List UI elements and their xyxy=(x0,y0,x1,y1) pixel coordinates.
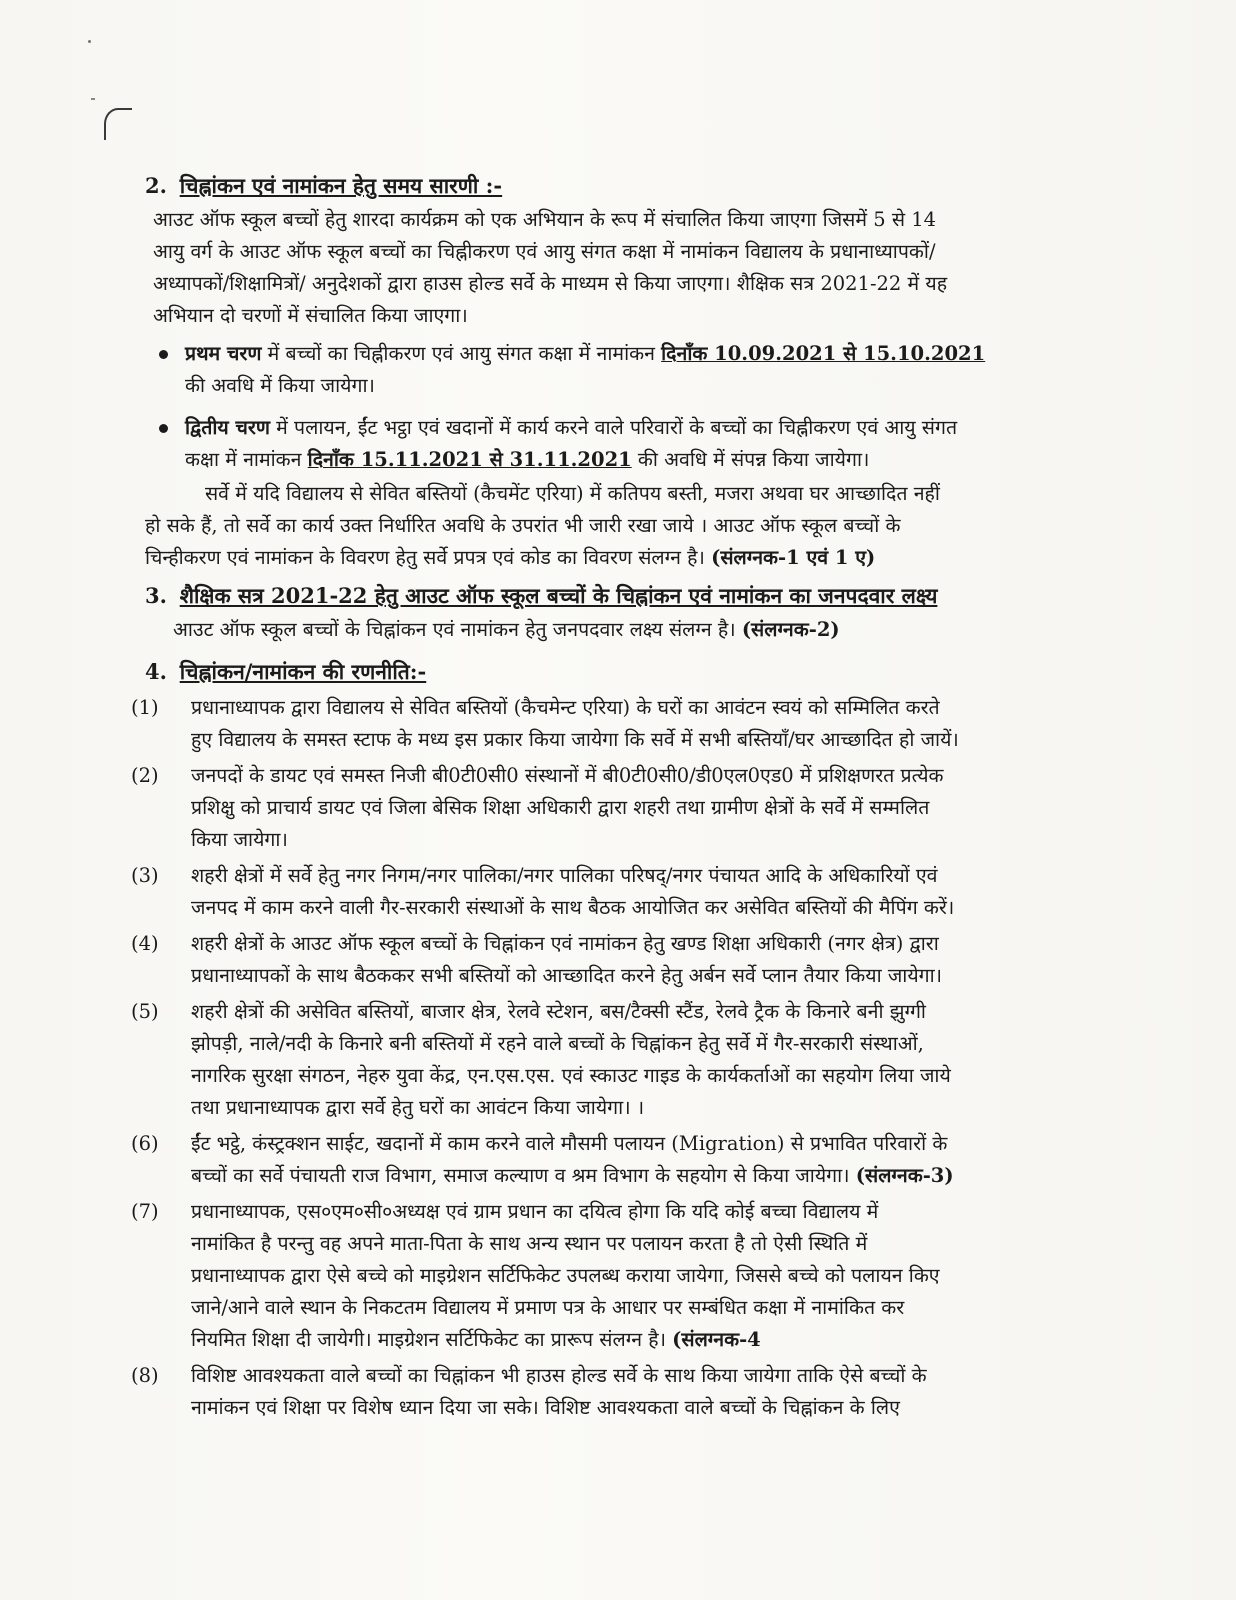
list-item xyxy=(131,860,1075,924)
list-item xyxy=(131,760,1075,856)
item-number: (6) xyxy=(131,1132,159,1155)
item-line: जनपद में काम करने वाली गैर-सरकारी संस्थाओं के साथ बैठक आयोजित कर असेवित बस्तियों की मैपिंग करें। xyxy=(191,896,955,919)
section-heading xyxy=(145,168,1075,204)
document-body xyxy=(131,168,1075,1424)
paragraph-line: अभियान दो चरणों में संचालित किया जाएगा। xyxy=(153,304,468,327)
item-line: प्रधानाध्यापक, एस०एम०सी०अध्यक्ष एवं ग्राम प्रधान का दयित्व होगा कि यदि कोई बच्चा विद्यालय में xyxy=(191,1200,879,1223)
paragraph-line: अध्यापकों/शिक्षामित्रों/ अनुदेशकों द्वारा हाउस होल्ड सर्वे के माध्यम से किया जाएगा। शैक्षिक सत्र 2021-22 में यह xyxy=(153,272,948,295)
paragraph-line: आउट ऑफ स्कूल बच्चों हेतु शारदा कार्यक्रम को एक अभियान के रूप में संचालित किया जाएगा जिसमें 5 से 14 xyxy=(153,208,937,231)
item-number: (5) xyxy=(131,1000,159,1023)
item-line: प्रधानाध्यापक द्वारा ऐसे बच्चे को माइग्रेशन सर्टिफिकेट उपलब्ध कराया जायेगा, जिससे बच्चे को पलायन किए xyxy=(191,1264,940,1287)
bullet-dot xyxy=(159,350,168,359)
section-heading xyxy=(145,578,1075,614)
item-line: नामांकन एवं शिक्षा पर विशेष ध्यान दिया जा सके। विशिष्ट आवश्यकता वाले बच्चों के चिह्नांकन के लिए xyxy=(191,1396,900,1419)
bullet-text: की अवधि में संपन्न किया जायेगा। xyxy=(631,448,870,471)
paragraph-line: हो सके हैं, तो सर्वे का कार्य उक्त निर्धारित अवधि के उपरांत भी जारी रखा जाये । आउट ऑफ स्कूल बच्चों के xyxy=(145,514,901,537)
section-title: चिह्नांकन/नामांकन की रणनीति:- xyxy=(179,659,427,684)
section-paragraph xyxy=(145,204,1075,332)
item-line: शहरी क्षेत्रों में सर्वे हेतु नगर निगम/नगर पालिका/नगर पालिका परिषद्/नगर पंचायत आदि के अधिकारियों एवं xyxy=(191,864,938,887)
list-item xyxy=(131,1128,1075,1192)
item-number: (7) xyxy=(131,1200,159,1223)
bullet-text: की अवधि में किया जायेगा। xyxy=(185,374,375,397)
paragraph-line xyxy=(145,542,1075,574)
item-line: जाने/आने वाले स्थान के निकटतम विद्यालय में प्रमाण पत्र के आधार पर सम्बंधित कक्षा में नामांकित कर xyxy=(191,1296,905,1319)
item-line: विशिष्ट आवश्यकता वाले बच्चों का चिह्नांकन भी हाउस होल्ड सर्वे के साथ किया जायेगा ताकि ऐसे बच्चों के xyxy=(191,1364,927,1387)
section-title: शैक्षिक सत्र 2021-22 हेतु आउट ऑफ स्कूल बच्चों के चिह्नांकन एवं नामांकन का जनपदवार लक्ष्य xyxy=(179,583,938,608)
bullet-item-continued xyxy=(145,444,1075,476)
scan-speck xyxy=(91,98,95,100)
list-item xyxy=(131,1196,1075,1356)
annexure-ref: (संलग्नक-4 xyxy=(672,1328,761,1351)
paragraph-text: आउट ऑफ स्कूल बच्चों के चिह्नांकन एवं नामांकन हेतु जनपदवार लक्ष्य संलग्न है। xyxy=(173,618,742,641)
paragraph-line xyxy=(145,614,1075,646)
item-line: शहरी क्षेत्रों के आउट ऑफ स्कूल बच्चों के चिह्नांकन एवं नामांकन हेतु खण्ड शिक्षा अधिकारी (नगर क्षेत्र) द्वारा xyxy=(191,932,939,955)
item-line: किया जायेगा। xyxy=(191,828,288,851)
bullet-item xyxy=(145,412,1075,444)
item-number: (8) xyxy=(131,1364,159,1387)
item-line: जनपदों के डायट एवं समस्त निजी बी0टी0सी0 संस्थानों में बी0टी0सी0/डी0एल0एड0 में प्रशिक्षणरत प्रत्येक xyxy=(191,764,944,787)
bullet-dot xyxy=(159,424,168,433)
section-paragraph xyxy=(145,478,1075,542)
section-number: 2. xyxy=(145,173,167,198)
bullet-text: कक्षा में नामांकन xyxy=(185,448,308,471)
list-item xyxy=(131,996,1075,1124)
bullet-lead: द्वितीय चरण xyxy=(185,416,270,439)
item-line: तथा प्रधानाध्यापक द्वारा सर्वे हेतु घरों का आवंटन किया जायेगा। । xyxy=(191,1096,645,1119)
punch-hole-mark xyxy=(104,108,132,140)
item-line: प्रधानाध्यापक द्वारा विद्यालय से सेवित बस्तियों (कैचमेन्ट एरिया) के घरों का आवंटन स्वयं को सम्मिलित करते xyxy=(191,696,940,719)
paragraph-line: आयु वर्ग के आउट ऑफ स्कूल बच्चों का चिह्नीकरण एवं आयु संगत कक्षा में नामांकन विद्यालय के प्रधानाध्यापकों/ xyxy=(153,240,936,263)
bullet-item xyxy=(145,338,1075,370)
annexure-ref: (संलग्नक-2) xyxy=(741,618,840,641)
paragraph-text: चिन्हीकरण एवं नामांकन के विवरण हेतु सर्वे प्रपत्र एवं कोड का विवरण संलग्न है। xyxy=(145,546,712,569)
strategy-list xyxy=(131,692,1075,1424)
item-line xyxy=(191,1324,1075,1356)
item-line: हुए विद्यालय के समस्त स्टाफ के मध्य इस प्रकार किया जायेगा कि सर्वे में सभी बस्तियाँ/घर आच्छादित हो जायें। xyxy=(191,728,959,751)
paragraph-line: सर्वे में यदि विद्यालय से सेवित बस्तियों (कैचमेंट एरिया) में कतिपय बस्ती, मजरा अथवा घर आच्छादित नहीं xyxy=(205,482,940,505)
item-line: झोपड़ी, नाले/नदी के किनारे बनी बस्तियों में रहने वाले बच्चों के चिह्नांकन हेतु सर्वे में गैर-सरकारी संस्थाओं, xyxy=(191,1032,924,1055)
item-line xyxy=(191,1160,1075,1192)
item-line: नागरिक सुरक्षा संगठन, नेहरु युवा केंद्र, एन.एस.एस. एवं स्काउट गाइड के कार्यकर्ताओं का सहयोग लिया जाये xyxy=(191,1064,951,1087)
bullet-lead: प्रथम चरण xyxy=(185,342,262,365)
item-number: (1) xyxy=(131,696,159,719)
annexure-ref: (संलग्नक-3) xyxy=(855,1164,954,1187)
annexure-ref: (संलग्नक-1 एवं 1 ए) xyxy=(711,546,876,569)
list-item xyxy=(131,1360,1075,1424)
list-item xyxy=(131,928,1075,992)
bullet-text: में पलायन, ईंट भट्ठा एवं खदानों में कार्य करने वाले परिवारों के बच्चों का चिह्नीकरण एवं आयु संगत xyxy=(269,416,958,439)
section-number: 3. xyxy=(145,583,167,608)
item-text: नियमित शिक्षा दी जायेगी। माइग्रेशन सर्टिफिकेट का प्रारूप संलग्न है। xyxy=(191,1328,673,1351)
item-line: शहरी क्षेत्रों की असेवित बस्तियों, बाजार क्षेत्र, रेलवे स्टेशन, बस/टैक्सी स्टैंड, रेलवे ट्रैक के किनारे बनी झुग्गी xyxy=(191,1000,926,1023)
section-number: 4. xyxy=(145,659,167,684)
list-item xyxy=(131,692,1075,756)
scan-speck xyxy=(88,40,91,43)
item-line: प्रशिक्षु को प्राचार्य डायट एवं जिला बेसिक शिक्षा अधिकारी द्वारा शहरी तथा ग्रामीण क्षेत्रों के सर्वे में सम्मलित xyxy=(191,796,930,819)
item-line: ईंट भट्ठे, कंस्ट्रक्शन साईट, खदानों में काम करने वाले मौसमी पलायन (Migration) से प्रभावित परिवारों के xyxy=(191,1132,948,1155)
item-line: प्रधानाध्यापकों के साथ बैठककर सभी बस्तियों को आच्छादित करने हेतु अर्बन सर्वे प्लान तैयार किया जायेगा। xyxy=(191,964,943,987)
bullet-item-continued xyxy=(145,370,1075,402)
item-number: (3) xyxy=(131,864,159,887)
section-heading xyxy=(145,654,1075,690)
bullet-date: दिनाँक 15.11.2021 से 31.11.2021 xyxy=(307,448,632,471)
bullet-date: दिनाँक 10.09.2021 से 15.10.2021 xyxy=(661,342,986,365)
section-title: चिह्नांकन एवं नामांकन हेतु समय सारणी :- xyxy=(179,173,503,198)
item-number: (2) xyxy=(131,764,159,787)
bullet-text: में बच्चों का चिह्नीकरण एवं आयु संगत कक्षा में नामांकन xyxy=(261,342,662,365)
item-text: बच्चों का सर्वे पंचायती राज विभाग, समाज कल्याण व श्रम विभाग के सहयोग से किया जायेगा। xyxy=(191,1164,856,1187)
item-line: नामांकित है परन्तु वह अपने माता-पिता के साथ अन्य स्थान पर पलायन करता है तो ऐसी स्थिति में xyxy=(191,1232,868,1255)
item-number: (4) xyxy=(131,932,159,955)
